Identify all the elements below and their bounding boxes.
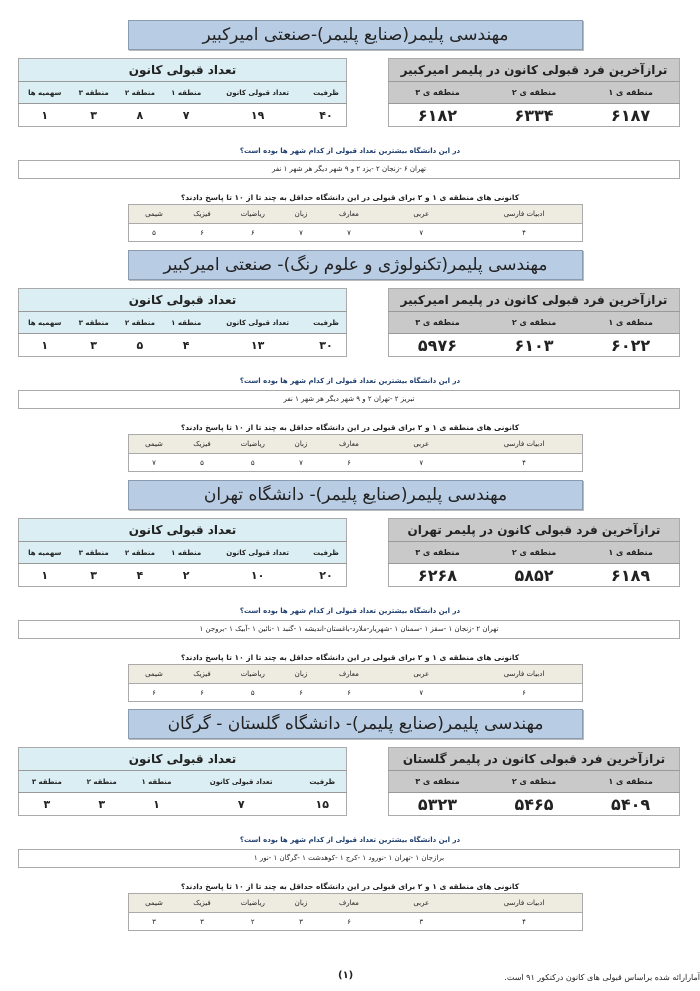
score-value: ۶۲۶۸ (417, 565, 457, 585)
count-value: ۳ (43, 797, 51, 811)
count-value: ۸ (136, 108, 144, 122)
subject-value: ۴ (522, 458, 526, 467)
count-header: منطقه ۱ (163, 542, 209, 564)
subject-value: ۶ (522, 688, 526, 697)
subjects-question: کانونی های منطقه ی ۱ و ۲ برای قبولی در این دانشگاه حداقل به چند تا از ۱۰ تا پاسخ دادند؟ (180, 423, 520, 432)
subject-value: ۵ (200, 458, 204, 467)
score-value: ۶۰۲۲ (611, 335, 651, 355)
cities-answer: تبریز ۲ -تهران ۲ و ۹ شهر دیگر هر شهر ۱ نفر (18, 390, 680, 409)
count-value: ۳ (90, 108, 98, 122)
subjects-table (128, 204, 583, 242)
cities-question: در این دانشگاه بیشترین تعداد قبولی از کدام شهر ها بوده است؟ (239, 836, 461, 844)
count-header: منطقه ۳ (71, 542, 117, 564)
subject-value: ۶ (250, 228, 255, 237)
subject-header: عربی (376, 435, 466, 454)
cities-question: در این دانشگاه بیشترین تعداد قبولی از کدام شهر ها بوده است؟ (239, 377, 461, 385)
score-header: منطقه ی ۲ (486, 771, 582, 793)
subject-value: ۶ (347, 688, 351, 697)
subject-header: ادبیات فارسی (466, 894, 582, 913)
count-value: ۱ (41, 108, 49, 122)
score-table (388, 58, 680, 127)
count-header: تعداد قبولی کانون (209, 542, 306, 564)
subject-header: ادبیات فارسی (466, 205, 582, 224)
count-value: ۳ (90, 338, 98, 352)
score-header: منطقه ی ۱ (582, 312, 679, 334)
program-section (0, 250, 700, 478)
program-title: مهندسی پلیمر(صنایع پلیمر)- دانشگاه گلستان - گرگان (128, 709, 583, 739)
subject-header: ادبیات فارسی (466, 435, 582, 454)
count-header: ظرفیت (306, 82, 347, 104)
count-table (18, 58, 347, 127)
subject-header: ریاضیات (225, 665, 281, 684)
cities-answer: برازجان ۱ -تهران ۱ -نورود ۱ -کرج ۱ -کوهدشت ۱ -گرگان ۱ -نور ۱ (18, 849, 680, 868)
subject-header: زبان (281, 435, 322, 454)
subject-value: ۷ (419, 688, 424, 697)
subject-value: ۶ (347, 458, 351, 467)
count-table-title: تعداد قبولی کانون (19, 59, 347, 82)
score-table (388, 518, 680, 587)
count-value: ۱ (41, 338, 49, 352)
subject-value: ۶ (347, 917, 351, 926)
subject-value: ۷ (419, 228, 424, 237)
subject-header: ادبیات فارسی (466, 665, 582, 684)
count-value: ۱۵ (315, 797, 329, 811)
subject-header: شیمی (129, 205, 179, 224)
subject-header: عربی (376, 665, 466, 684)
subject-value: ۲ (250, 917, 255, 926)
subject-value: ۵ (152, 228, 156, 237)
program-title: مهندسی پلیمر(تکنولوژی و علوم رنگ)- صنعتی امیرکبیر (128, 250, 583, 280)
subject-header: ریاضیات (225, 894, 281, 913)
count-value: ۵ (136, 338, 144, 352)
score-value: ۵۴۰۹ (611, 794, 651, 814)
score-value: ۵۳۲۳ (417, 794, 457, 814)
program-section (0, 480, 700, 708)
subjects-question: کانونی های منطقه ی ۱ و ۲ برای قبولی در این دانشگاه حداقل به چند تا از ۱۰ تا پاسخ دادند؟ (180, 653, 520, 662)
subjects-table (128, 434, 583, 472)
subject-value: ۳ (299, 917, 303, 926)
footnote: آمارارائه شده براساس قبولی های کانون درکنکور ۹۱ است. (504, 973, 700, 982)
count-value: ۱۹ (250, 108, 265, 122)
score-value: ۵۹۷۶ (417, 335, 457, 355)
count-header: منطقه ۳ (19, 771, 74, 793)
count-table (18, 747, 347, 816)
score-value: ۶۱۰۳ (514, 335, 554, 355)
count-value: ۱۰ (250, 568, 265, 582)
page-number: (۱) (338, 970, 354, 981)
count-value: ۴ (182, 338, 190, 352)
count-table-title: تعداد قبولی کانون (19, 748, 347, 771)
count-value: ۷ (182, 108, 190, 122)
score-header: منطقه ی ۲ (486, 542, 582, 564)
score-header: منطقه ی ۱ (582, 82, 679, 104)
subject-value: ۷ (152, 458, 156, 467)
subject-header: شیمی (129, 435, 179, 454)
score-table (388, 747, 680, 816)
subject-value: ۶ (299, 688, 303, 697)
count-header: منطقه ۳ (71, 312, 117, 334)
count-header: ظرفیت (306, 312, 347, 334)
subject-value: ۷ (299, 228, 303, 237)
subject-value: ۴ (522, 228, 526, 237)
count-header: منطقه ۱ (129, 771, 184, 793)
count-value: ۳ (90, 568, 98, 582)
program-title: مهندسی پلیمر(صنایع پلیمر)- دانشگاه تهران (128, 480, 583, 510)
subject-header: معارف (321, 665, 376, 684)
subject-header: معارف (321, 205, 376, 224)
count-header: منطقه ۱ (163, 312, 209, 334)
subject-value: ۳ (419, 917, 424, 926)
program-title: مهندسی پلیمر(صنایع پلیمر)-صنعتی امیرکبیر (128, 20, 583, 50)
subject-header: ریاضیات (225, 205, 281, 224)
subject-value: ۴ (522, 917, 526, 926)
count-header: ظرفیت (306, 542, 347, 564)
subject-value: ۵ (250, 458, 255, 467)
subject-value: ۶ (200, 228, 204, 237)
count-value: ۱ (41, 568, 49, 582)
subject-value: ۶ (200, 688, 204, 697)
count-value: ۴۰ (319, 108, 333, 122)
count-value: ۷ (237, 797, 245, 811)
subject-header: معارف (321, 435, 376, 454)
subject-value: ۳ (152, 917, 156, 926)
score-header: منطقه ی ۳ (389, 771, 486, 793)
count-header: سهمیه ها (19, 542, 71, 564)
count-header: تعداد قبولی کانون (184, 771, 299, 793)
subject-value: ۷ (419, 458, 424, 467)
subject-header: معارف (321, 894, 376, 913)
score-value: ۶۱۸۲ (417, 105, 457, 125)
score-table-title: ترازآخرین فرد قبولی کانون در پلیمر گلستان (389, 748, 680, 771)
score-value: ۵۴۶۵ (514, 794, 554, 814)
subject-header: فیزیک (179, 205, 225, 224)
subject-value: ۳ (200, 917, 204, 926)
score-value: ۶۱۸۹ (611, 565, 651, 585)
score-header: منطقه ی ۳ (389, 82, 486, 104)
score-header: منطقه ی ۳ (389, 312, 486, 334)
subject-value: ۷ (347, 228, 351, 237)
subject-value: ۷ (299, 458, 303, 467)
count-header (19, 771, 20, 793)
count-table (18, 288, 347, 357)
subject-header: عربی (376, 205, 466, 224)
count-header: منطقه ۲ (117, 542, 163, 564)
count-header: سهمیه ها (19, 82, 71, 104)
count-table-title: تعداد قبولی کانون (19, 519, 347, 542)
score-value: ۶۱۸۷ (611, 105, 651, 125)
subject-header: شیمی (129, 894, 179, 913)
subject-header: زبان (281, 205, 322, 224)
count-value: ۱۳ (250, 338, 265, 352)
subject-header: فیزیک (179, 894, 225, 913)
subject-header: عربی (376, 894, 466, 913)
count-table-title: تعداد قبولی کانون (19, 289, 347, 312)
subject-value: ۵ (250, 688, 255, 697)
program-section (0, 709, 700, 937)
count-value: ۳۰ (319, 338, 333, 352)
subjects-question: کانونی های منطقه ی ۱ و ۲ برای قبولی در این دانشگاه حداقل به چند تا از ۱۰ تا پاسخ دادند؟ (180, 882, 520, 891)
subject-header: ریاضیات (225, 435, 281, 454)
subject-header: زبان (281, 665, 322, 684)
subjects-table (128, 893, 583, 931)
count-header: منطقه ۲ (117, 82, 163, 104)
score-header: منطقه ی ۳ (389, 542, 486, 564)
count-header: ظرفیت (298, 771, 346, 793)
count-header: تعداد قبولی کانون (209, 82, 306, 104)
count-value (19, 793, 20, 816)
cities-question: در این دانشگاه بیشترین تعداد قبولی از کدام شهر ها بوده است؟ (239, 607, 461, 615)
subject-header: فیزیک (179, 435, 225, 454)
count-table (18, 518, 347, 587)
subjects-question: کانونی های منطقه ی ۱ و ۲ برای قبولی در این دانشگاه حداقل به چند تا از ۱۰ تا پاسخ دادند؟ (180, 193, 520, 202)
count-header: تعداد قبولی کانون (209, 312, 306, 334)
score-header: منطقه ی ۱ (582, 771, 679, 793)
count-value: ۱ (153, 797, 160, 811)
score-value: ۶۳۳۴ (514, 105, 554, 125)
count-value: ۴ (136, 568, 144, 582)
program-section (0, 20, 700, 248)
score-value: ۵۸۵۲ (514, 565, 554, 585)
cities-answer: تهران ۶ -زنجان ۲ -یزد ۲ و ۹ شهر دیگر هر شهر ۱ نفر (18, 160, 680, 179)
subject-header: فیزیک (179, 665, 225, 684)
cities-answer: تهران ۲ -زنجان ۱ -سقز ۱ -سمنان ۱ -شهریار-ملارد-باغستان-اندیشه ۱ -گنبد ۱ -نائین ۱ -آبیک ۱ -بروجن ۱ (18, 620, 680, 639)
count-value: ۲۰ (319, 568, 333, 582)
count-header: منطقه ۲ (117, 312, 163, 334)
count-header: منطقه ۱ (163, 82, 209, 104)
count-header: منطقه ۲ (74, 771, 129, 793)
subjects-table (128, 664, 583, 702)
score-header: منطقه ی ۱ (582, 542, 679, 564)
count-value: ۲ (182, 568, 190, 582)
subject-header: شیمی (129, 665, 179, 684)
score-header: منطقه ی ۲ (486, 312, 582, 334)
subject-header: زبان (281, 894, 322, 913)
count-header: منطقه ۳ (71, 82, 117, 104)
score-table-title: ترازآخرین فرد قبولی کانون در پلیمر تهران (389, 519, 680, 542)
count-header: سهمیه ها (19, 312, 71, 334)
count-value: ۳ (98, 797, 106, 811)
subject-value: ۶ (152, 688, 156, 697)
cities-question: در این دانشگاه بیشترین تعداد قبولی از کدام شهر ها بوده است؟ (239, 147, 461, 155)
score-table-title: ترازآخرین فرد قبولی کانون در پلیمر امیرکبیر (389, 289, 680, 312)
score-table-title: ترازآخرین فرد قبولی کانون در پلیمر امیرکبیر (389, 59, 680, 82)
score-header: منطقه ی ۲ (486, 82, 582, 104)
score-table (388, 288, 680, 357)
